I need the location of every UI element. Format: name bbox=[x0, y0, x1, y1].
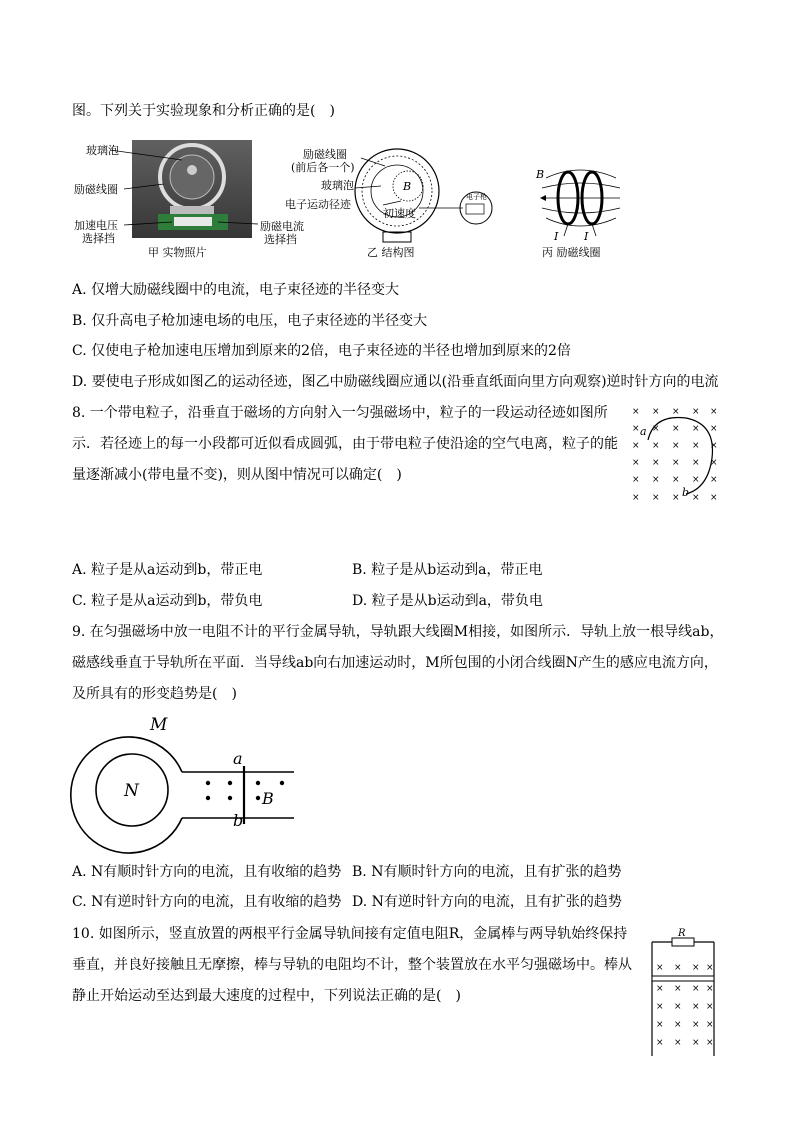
field-cross: × bbox=[632, 493, 640, 503]
q8-option-d: D. 粒子是从b运动到a，带负电 bbox=[352, 593, 543, 609]
field-cross: × bbox=[692, 1038, 700, 1048]
q10-stem-line2: 垂直，并良好接触且无摩擦，棒与导轨的电阻均不计，整个装置放在水平匀强磁场中。棒从 bbox=[72, 957, 632, 973]
field-cross: × bbox=[692, 963, 700, 973]
field-cross: × bbox=[674, 1020, 682, 1030]
q7-option-b: B. 仅升高电子枪加速电场的电压，电子束径迹的半径变大 bbox=[72, 313, 428, 329]
yi-coil-label-1: 励磁线圈 bbox=[303, 148, 347, 161]
field-cross: × bbox=[652, 458, 660, 468]
field-cross: × bbox=[656, 963, 664, 973]
field-cross: × bbox=[692, 475, 700, 485]
field-cross: × bbox=[652, 475, 660, 485]
field-cross: × bbox=[632, 407, 640, 417]
q7-figure-yi bbox=[285, 136, 500, 262]
bing-i2-label: I bbox=[584, 230, 589, 243]
field-cross: × bbox=[652, 441, 660, 451]
field-cross: × bbox=[672, 407, 680, 417]
q9-option-d: D. N有逆时针方向的电流，且有扩张的趋势 bbox=[352, 894, 622, 910]
q9-option-b: B. N有顺时针方向的电流，且有扩张的趋势 bbox=[352, 864, 622, 880]
field-cross: × bbox=[710, 475, 718, 485]
q9-label-m: M bbox=[150, 715, 168, 735]
field-cross: × bbox=[674, 1038, 682, 1048]
q10-stem-line1: 10. 如图所示，竖直放置的两根平行金属导轨间接有定值电阻R，金属棒与两导轨始终保持 bbox=[72, 926, 628, 942]
yi-glass-label: 玻璃泡 bbox=[321, 179, 354, 192]
q7-option-c: C. 仅使电子枪加速电压增加到原来的2倍，电子束径迹的半径也增加到原来的2倍 bbox=[72, 343, 571, 359]
field-cross: × bbox=[672, 475, 680, 485]
field-cross: × bbox=[674, 984, 682, 994]
field-cross: × bbox=[656, 1020, 664, 1030]
bing-i1-label: I bbox=[554, 230, 559, 243]
field-cross: × bbox=[632, 424, 640, 434]
q9-label-B: B bbox=[262, 789, 274, 808]
q9-label-n: N bbox=[124, 781, 139, 801]
field-cross: × bbox=[632, 475, 640, 485]
bing-caption: 丙 励磁线圈 bbox=[542, 246, 601, 259]
q9-label-b: b bbox=[233, 811, 244, 830]
field-cross: × bbox=[706, 984, 714, 994]
q7-figure-jia bbox=[72, 132, 304, 262]
q9-stem-line2: 磁感线垂直于导轨所在平面．当导线ab向右加速运动时，M所包围的小闭合线圈N产生的感应电流方向， bbox=[72, 655, 718, 671]
q8-option-b: B. 粒子是从b运动到a，带正电 bbox=[352, 562, 543, 578]
q10-stem-line3: 静止开始运动至达到最大速度的过程中，下列说法正确的是( ) bbox=[72, 988, 461, 1004]
q10-label-r: R bbox=[678, 928, 686, 939]
q8-stem-line1: 8. 一个带电粒子，沿垂直于磁场的方向射入一匀强磁场中，粒子的一段运动径迹如图所 bbox=[72, 405, 608, 421]
field-cross: × bbox=[674, 963, 682, 973]
q9-option-c: C. N有逆时针方向的电流，且有收缩的趋势 bbox=[72, 894, 342, 910]
field-cross: × bbox=[692, 407, 700, 417]
bing-b-label: B bbox=[536, 168, 545, 181]
q10-figure bbox=[646, 926, 722, 1058]
jia-accel-label-2: 选择挡 bbox=[82, 232, 115, 245]
field-cross: × bbox=[706, 1020, 714, 1030]
field-cross: × bbox=[706, 1002, 714, 1012]
jia-current-label-2: 选择挡 bbox=[264, 233, 297, 246]
field-cross: × bbox=[672, 458, 680, 468]
yi-caption: 乙 结构图 bbox=[367, 246, 415, 259]
q9-stem-line1: 9. 在匀强磁场中放一电阻不计的平行金属导轨，导轨跟大线圈M相接，如图所示．导轨上放一根导线ab， bbox=[72, 624, 724, 640]
q8-figure bbox=[628, 404, 724, 508]
yi-path-label: 电子运动径迹 bbox=[285, 198, 351, 211]
field-cross: × bbox=[656, 984, 664, 994]
field-cross: × bbox=[672, 424, 680, 434]
field-cross: × bbox=[652, 407, 660, 417]
field-cross: × bbox=[652, 424, 660, 434]
jia-coil-label: 励磁线圈 bbox=[74, 183, 118, 196]
jia-caption: 甲 实物照片 bbox=[148, 246, 207, 259]
field-cross: × bbox=[656, 1038, 664, 1048]
q7-option-a: A. 仅增大励磁线圈中的电流，电子束径迹的半径变大 bbox=[72, 282, 400, 298]
q8-cross-grid bbox=[632, 407, 718, 503]
field-cross: × bbox=[692, 1020, 700, 1030]
field-cross: × bbox=[706, 963, 714, 973]
field-cross: × bbox=[672, 441, 680, 451]
yi-gun-label: 电子枪 bbox=[466, 193, 487, 201]
q8-label-a: a bbox=[640, 425, 647, 438]
field-cross: × bbox=[692, 984, 700, 994]
q8-label-b: b bbox=[682, 486, 690, 499]
field-cross: × bbox=[672, 493, 680, 503]
field-cross: × bbox=[692, 1002, 700, 1012]
yi-coil-label-2: (前后各一个) bbox=[291, 161, 355, 174]
q8-option-a: A. 粒子是从a运动到b，带正电 bbox=[72, 562, 263, 578]
q8-stem-line2: 示．若径迹上的每一小段都可近似看成圆弧，由于带电粒子使沿途的空气电离，粒子的能 bbox=[72, 436, 618, 452]
jia-accel-label-1: 加速电压 bbox=[74, 219, 118, 232]
q8-stem-line3: 量逐渐减小(带电量不变)，则从图中情况可以确定( ) bbox=[72, 467, 402, 483]
yi-speed-label: 初速度 bbox=[383, 207, 416, 220]
field-cross: × bbox=[706, 1038, 714, 1048]
jia-glass-label: 玻璃泡 bbox=[86, 144, 119, 157]
q7-figure-bing bbox=[532, 164, 632, 262]
field-cross: × bbox=[692, 458, 700, 468]
field-cross: × bbox=[632, 441, 640, 451]
q7-stem: 图。下列关于实验现象和分析正确的是( ) bbox=[72, 103, 335, 119]
field-cross: × bbox=[710, 441, 718, 451]
field-cross: × bbox=[692, 441, 700, 451]
q9-label-a: a bbox=[233, 749, 243, 768]
field-cross: × bbox=[632, 458, 640, 468]
field-cross: × bbox=[710, 424, 718, 434]
field-cross: × bbox=[710, 458, 718, 468]
field-cross: × bbox=[656, 1002, 664, 1012]
yi-b-label: B bbox=[403, 180, 412, 193]
field-cross: × bbox=[692, 424, 700, 434]
q9-stem-line3: 及所具有的形变趋势是( ) bbox=[72, 686, 237, 702]
q7-option-d: D. 要使电子形成如图乙的运动径迹，图乙中励磁线圈应通以(沿垂直纸面向里方向观察)逆时针方向的电流 bbox=[72, 374, 719, 390]
field-cross: × bbox=[692, 493, 700, 503]
q9-figure bbox=[72, 716, 300, 848]
field-cross: × bbox=[652, 493, 660, 503]
field-cross: × bbox=[710, 407, 718, 417]
q8-option-c: C. 粒子是从a运动到b，带负电 bbox=[72, 593, 263, 609]
field-cross: × bbox=[710, 493, 718, 503]
field-cross: × bbox=[674, 1002, 682, 1012]
jia-current-label-1: 励磁电流 bbox=[260, 220, 304, 233]
q9-option-a: A. N有顺时针方向的电流，且有收缩的趋势 bbox=[72, 864, 342, 880]
